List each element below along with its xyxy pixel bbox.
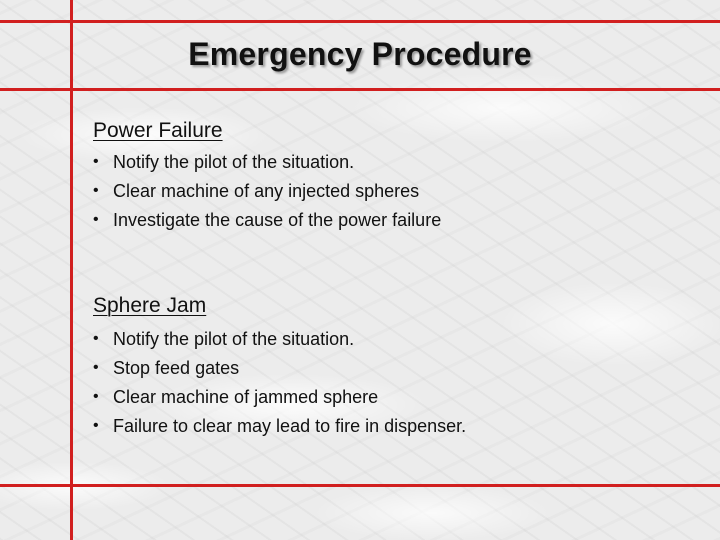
section-heading-sphere-jam: Sphere Jam bbox=[93, 294, 207, 317]
bottom-red-rule bbox=[0, 484, 720, 487]
bullet-icon: • bbox=[93, 359, 99, 376]
bullet-icon: • bbox=[93, 211, 99, 228]
bullet-icon: • bbox=[93, 388, 99, 405]
list-item-text: Notify the pilot of the situation. bbox=[113, 329, 355, 349]
list-item-text: Investigate the cause of the power failure bbox=[113, 210, 442, 230]
list-item bbox=[93, 414, 466, 443]
list-item bbox=[93, 327, 466, 356]
list-item-text: Stop feed gates bbox=[113, 358, 240, 378]
power-failure-bullet-list bbox=[93, 150, 441, 237]
list-item-text: Clear machine of jammed sphere bbox=[113, 387, 379, 407]
bullet-icon: • bbox=[93, 182, 99, 199]
list-item bbox=[93, 150, 441, 179]
list-item-text: Notify the pilot of the situation. bbox=[113, 152, 355, 172]
top-red-rule bbox=[0, 20, 720, 23]
list-item bbox=[93, 356, 466, 385]
slide-title: Emergency Procedure bbox=[188, 36, 532, 72]
bullet-icon: • bbox=[93, 417, 99, 434]
list-item-text: Failure to clear may lead to fire in dispenser. bbox=[113, 416, 467, 436]
left-red-rule bbox=[70, 0, 73, 540]
list-item bbox=[93, 208, 441, 237]
list-item bbox=[93, 179, 441, 208]
bullet-icon: • bbox=[93, 153, 99, 170]
section-heading-power-failure: Power Failure bbox=[93, 119, 223, 142]
title-underline-red-rule bbox=[0, 88, 720, 91]
list-item-text: Clear machine of any injected spheres bbox=[113, 181, 420, 201]
bullet-icon: • bbox=[93, 330, 99, 347]
list-item bbox=[93, 385, 466, 414]
sphere-jam-bullet-list bbox=[93, 327, 466, 443]
